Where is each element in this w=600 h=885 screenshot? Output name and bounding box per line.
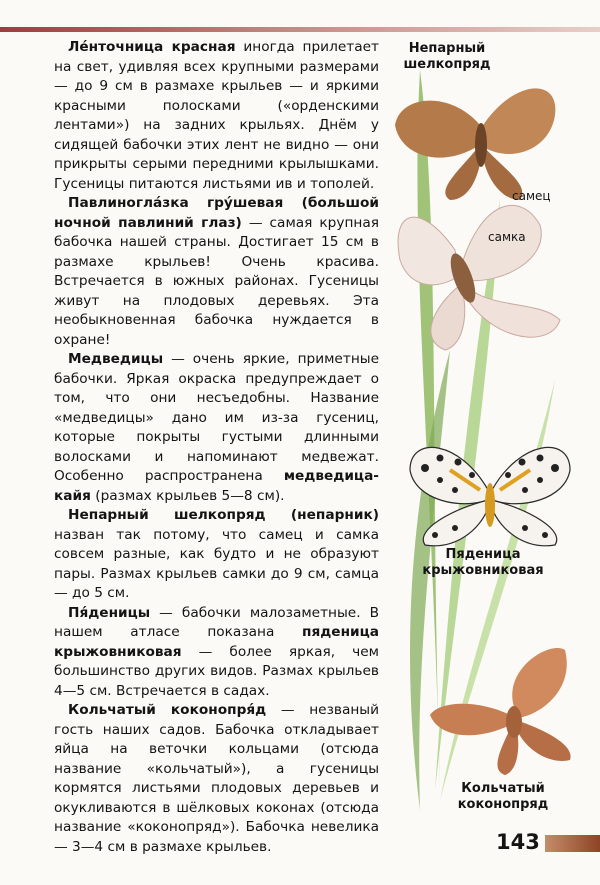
text-run: — очень яркие, приметные бабочки. Яркая окраска предупреждает о том, что они несъедобны. Название «медведицы» дано им из-за гусениц, которые покрыты густыми длинными волосками и напоминают медвежат. Особенно распространена xyxy=(54,351,379,484)
label-male: самец xyxy=(512,189,551,203)
paragraph-pavlinoglazka xyxy=(54,194,379,350)
paragraph-lentochnitsa xyxy=(54,38,379,194)
page-number-bar xyxy=(545,835,600,852)
article-text xyxy=(54,38,379,857)
term: Ле́нточница красная xyxy=(68,39,236,55)
top-decorative-rule xyxy=(0,27,600,32)
butterflies-illustration xyxy=(380,50,600,820)
text-run: назван так потому, что самец и самка совсем разные, как будто и не образуют пары. Размах крыльев самки до 9 см, самца — до 5 см. xyxy=(54,526,379,601)
magpie-moth xyxy=(410,447,570,545)
paragraph-pyadenitsy xyxy=(54,604,379,702)
paragraph-kokonopryad xyxy=(54,701,379,857)
page-number: 143 xyxy=(496,830,540,854)
text-run: — бабочки малозаметные. В нашем атласе показана xyxy=(54,604,379,640)
label-female: самка xyxy=(488,230,526,244)
caption-magpie-moth: Пяденица крыжовниковая xyxy=(422,547,544,578)
term: Кольчатый коконопря́д xyxy=(68,702,267,718)
text-run: — самая крупная бабочка нашей страны. Достигает 15 см в размахе крыльев! Очень красива. Встречается в южных районах. Гусеницы живут на плодовых деревьях. Эта необыкновенная бабочка нуждается в охране! xyxy=(54,214,379,348)
text-run: — более яркая, чем большинство других видов. Размах крыльев 4—5 см. Встречается в садах. xyxy=(54,643,379,699)
term: Непарный шелкопряд (непарник) xyxy=(68,507,379,523)
text-run: (размах крыльев 5—8 см). xyxy=(90,487,285,504)
text-run: иногда прилетает на свет, удивляя всех крупными размерами — до 9 см в размахе крыльев — и яркими красными полосками («орденскими лентами») на задних крыльях. Днём у сидящей бабочки этих лент не видно — они прикрыты серыми передними крылышками. Гусеницы питаются листьями ив и тополей. xyxy=(54,39,379,192)
paragraph-neparny xyxy=(54,506,379,604)
text-run: — незваный гость наших садов. Бабочка откладывает яйца на веточки кольцами (отсюда название «кольчатый»), а гусеницы кормятся листьями плодовых деревьев и окукливаются в шёлковых коконах (отсюда название «коконопряд»). Бабочка невелика — 3—4 см в размахе крыльев. xyxy=(54,702,379,855)
term: медведица-кайя xyxy=(54,468,379,504)
caption-gypsy-moth: Непарный шелкопряд xyxy=(403,41,491,72)
term: Пя́деницы xyxy=(68,604,151,621)
term: пяденица крыжовниковая xyxy=(54,624,379,660)
term: Павлиногла́зка гру́шевая (большой ночной павлиний глаз) xyxy=(54,195,379,231)
term: Медведицы xyxy=(68,351,164,367)
paragraph-medveditsy xyxy=(54,350,379,506)
caption-lackey-moth: Кольчатый коконопряд xyxy=(457,781,549,812)
